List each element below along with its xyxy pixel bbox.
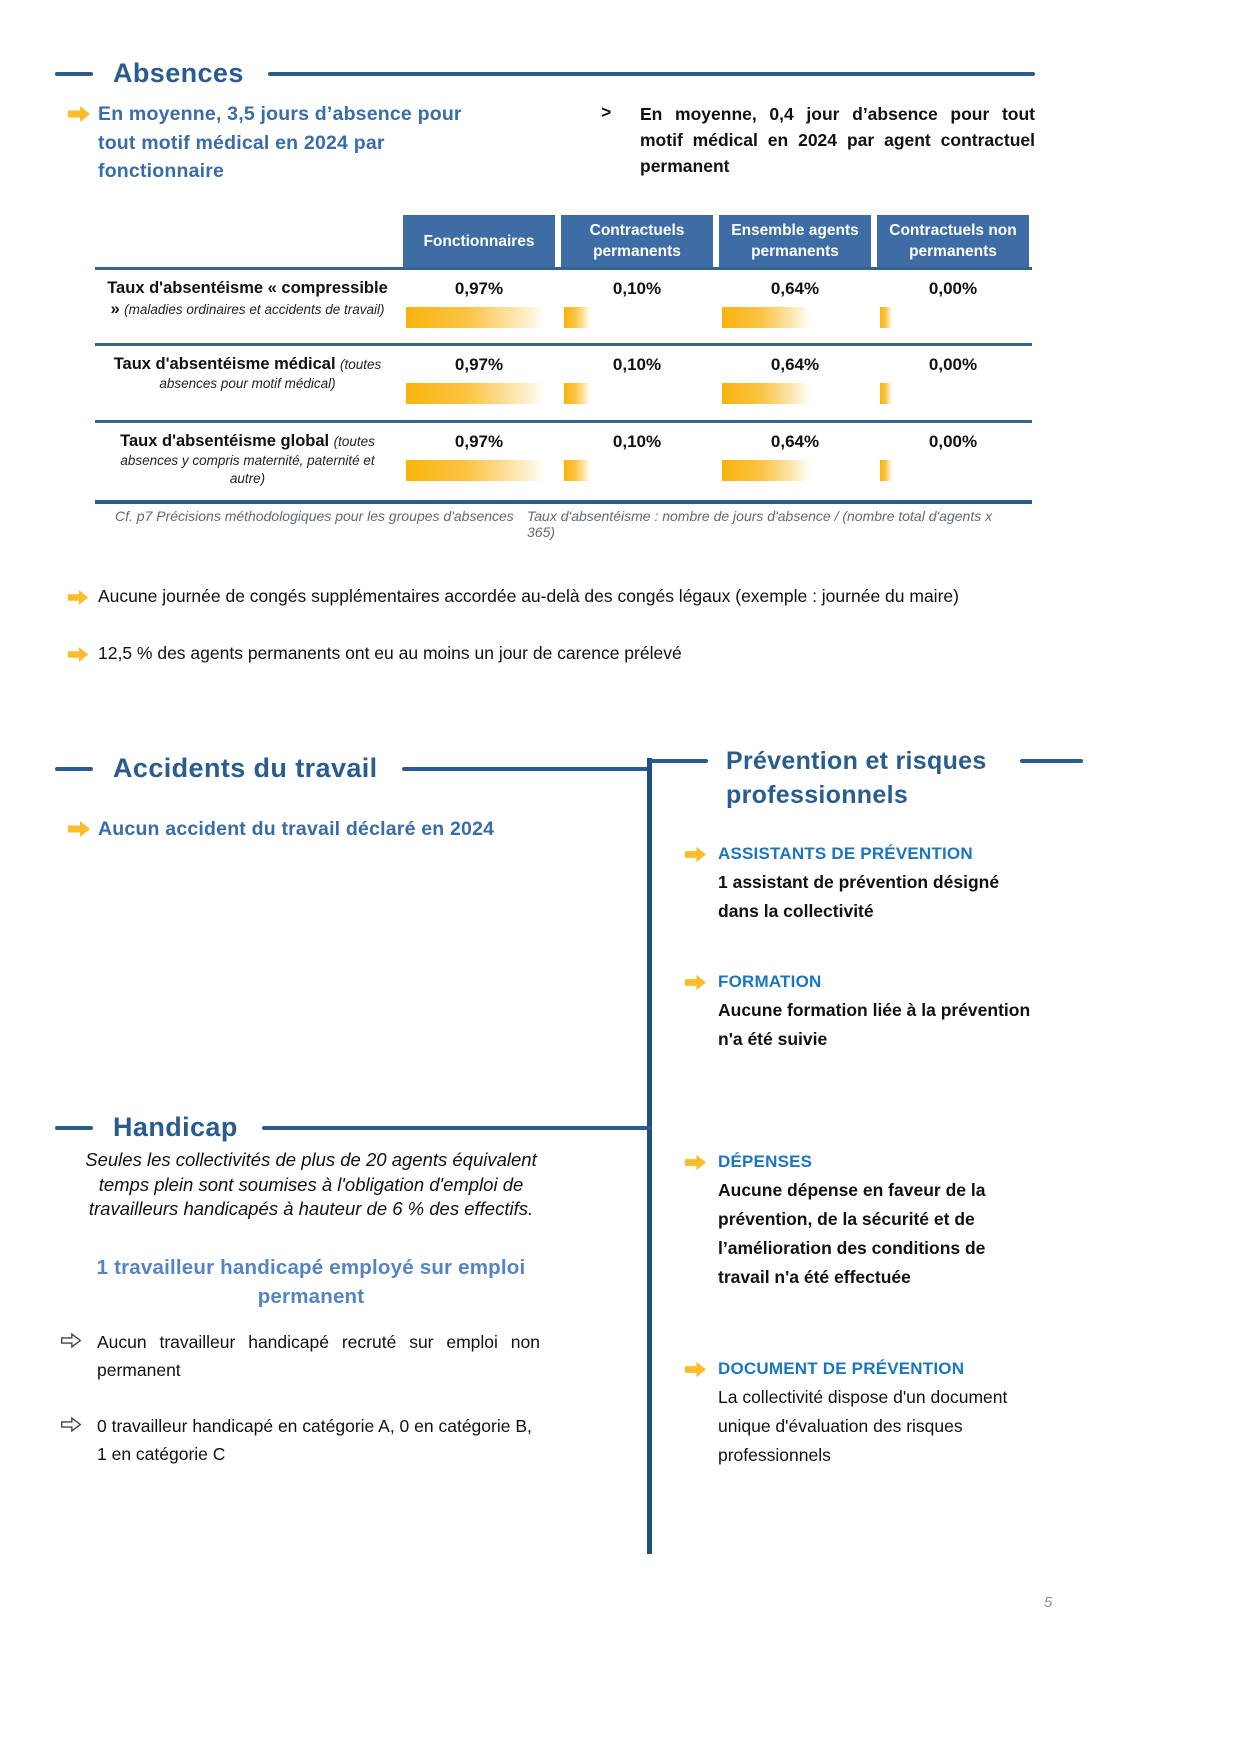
cell-value: 0,97%	[454, 432, 504, 451]
row-label: Taux d'absentéisme global	[120, 432, 330, 450]
data-bar	[880, 460, 892, 481]
arrow-right-icon	[683, 1151, 718, 1292]
row-label: Taux d'absentéisme médical	[113, 355, 336, 373]
footnote-left: Cf. p7 Précisions méthodologiques pour les groupes d'absences	[115, 508, 514, 524]
absenteeism-table	[95, 215, 1032, 504]
prevention-item	[683, 1358, 1039, 1470]
prevention-item-text: La collectivité dispose d'un document unique d'évaluation des risques professionnels	[718, 1387, 1008, 1465]
arrow-right-icon	[66, 584, 98, 609]
cell-value: 0,97%	[454, 279, 504, 298]
data-bar	[406, 460, 545, 481]
data-bar	[722, 307, 810, 328]
cell-value: 0,10%	[612, 432, 662, 451]
data-bar	[564, 460, 590, 481]
arrow-right-icon	[683, 1358, 718, 1470]
page-number: 5	[1044, 1594, 1053, 1611]
absences-left-bullet-text: En moyenne, 3,5 jours d’absence pour tout motif médical en 2024 par fonctionnaire	[98, 103, 462, 182]
prevention-item-heading: DOCUMENT DE PRÉVENTION	[718, 1359, 965, 1378]
accidents-bullet	[66, 815, 518, 844]
handicap-item-text: 0 travailleur handicapé en catégorie A, 0 en catégorie B, 1 en catégorie C	[97, 1416, 532, 1464]
prevention-item-text: 1 assistant de prévention désigné dans la collectivité	[718, 872, 1000, 921]
data-bar	[722, 460, 810, 481]
cell-value: 0,00%	[928, 355, 978, 374]
handicap-item	[60, 1412, 540, 1468]
arrow-right-icon	[66, 100, 98, 186]
table-row	[95, 343, 1032, 420]
column-divider	[647, 758, 652, 1554]
absences-right-bullet	[601, 101, 1035, 179]
prevention-item	[683, 971, 1039, 1054]
absences-left-bullet	[66, 100, 504, 186]
heading-rule	[262, 1126, 652, 1130]
handicap-highlight: 1 travailleur handicapé employé sur emploi permanent	[96, 1256, 526, 1308]
table-header-row	[95, 215, 1032, 267]
row-note: (toutes absences pour motif médical)	[159, 357, 382, 391]
column-header: Ensemble agents permanents	[719, 215, 871, 267]
data-bar	[564, 307, 590, 328]
section-heading-prevention	[650, 744, 1083, 812]
data-bar	[406, 383, 545, 404]
table-footnote	[115, 508, 1022, 540]
prevention-item-text: Aucune dépense en faveur de la prévention, de la sécurité et de l’amélioration des conditions de travail n'a été effectuée	[718, 1180, 986, 1287]
prevention-item	[683, 1151, 1039, 1292]
row-note: (toutes absences y compris maternité, paternité et autre)	[120, 434, 375, 486]
prevention-item-heading: ASSISTANTS DE PRÉVENTION	[718, 844, 973, 863]
column-header: Fonctionnaires	[403, 215, 555, 267]
row-label: Taux d'absentéisme « compressible »	[107, 279, 388, 318]
cell-value: 0,64%	[770, 355, 820, 374]
column-header: Contractuels permanents	[561, 215, 713, 267]
heading-rule	[268, 72, 1035, 76]
arrow-right-icon	[683, 971, 718, 1054]
cell-value: 0,64%	[770, 432, 820, 451]
chevron-marker: >	[601, 102, 612, 122]
arrow-outline-icon	[60, 1412, 97, 1468]
arrow-right-icon	[66, 815, 98, 844]
heading-rule	[1020, 759, 1083, 763]
cell-value: 0,97%	[454, 355, 504, 374]
cell-value: 0,10%	[612, 279, 662, 298]
table-row	[95, 267, 1032, 343]
cell-value: 0,64%	[770, 279, 820, 298]
cell-value: 0,10%	[612, 355, 662, 374]
cell-value: 0,00%	[928, 432, 978, 451]
section-title-absences: Absences	[113, 58, 244, 88]
prevention-item-heading: DÉPENSES	[718, 1152, 813, 1171]
handicap-intro: Seules les collectivités de plus de 20 agents équivalent temps plein sont soumises à l'obligation d'emploi de travailleurs handicapés à hauteur de 6 % des effectifs.	[85, 1149, 537, 1219]
column-header: Contractuels non permanents	[877, 215, 1029, 267]
heading-rule	[402, 767, 652, 771]
absences-extra-bullet	[66, 584, 1031, 609]
footnote-right: Taux d'absentéisme : nombre de jours d'absence / (nombre total d'agents x 365)	[527, 508, 993, 540]
heading-dash	[650, 759, 708, 763]
handicap-item	[60, 1328, 540, 1384]
bullet-text: Aucune journée de congés supplémentaires accordée au-delà des congés légaux (exemple : journée du maire)	[98, 586, 959, 606]
arrow-right-icon	[683, 843, 718, 926]
absences-extra-bullet	[66, 641, 1031, 666]
accidents-bullet-text: Aucun accident du travail déclaré en 2024	[98, 818, 495, 840]
heading-dash	[55, 1126, 93, 1130]
arrow-outline-icon	[60, 1328, 97, 1384]
table-corner-cell	[98, 215, 397, 267]
data-bar	[880, 383, 892, 404]
table-bottom-rule	[95, 500, 1032, 504]
prevention-item	[683, 843, 1039, 926]
absences-right-bullet-text: En moyenne, 0,4 jour d’absence pour tout motif médical en 2024 par agent contractuel permanent	[640, 104, 1035, 176]
bullet-text: 12,5 % des agents permanents ont eu au moins un jour de carence prélevé	[98, 643, 682, 663]
section-heading-handicap	[55, 1112, 652, 1143]
section-title-handicap: Handicap	[113, 1112, 238, 1142]
section-title-prevention: Prévention et risques professionnels	[726, 747, 987, 809]
section-title-accidents: Accidents du travail	[113, 753, 378, 783]
section-heading-accidents	[55, 753, 652, 784]
data-bar	[406, 307, 545, 328]
row-note: (maladies ordinaires et accidents de travail)	[124, 302, 385, 317]
prevention-item-heading: FORMATION	[718, 972, 822, 991]
section-heading-absences	[55, 58, 1035, 89]
heading-dash	[55, 72, 93, 76]
data-bar	[564, 383, 590, 404]
cell-value: 0,00%	[928, 279, 978, 298]
data-bar	[722, 383, 810, 404]
arrow-right-icon	[66, 641, 98, 666]
heading-dash	[55, 767, 93, 771]
handicap-item-text: Aucun travailleur handicapé recruté sur emploi non permanent	[97, 1332, 540, 1380]
table-row	[95, 420, 1032, 500]
prevention-item-text: Aucune formation liée à la prévention n'a été suivie	[718, 1000, 1031, 1049]
data-bar	[880, 307, 892, 328]
